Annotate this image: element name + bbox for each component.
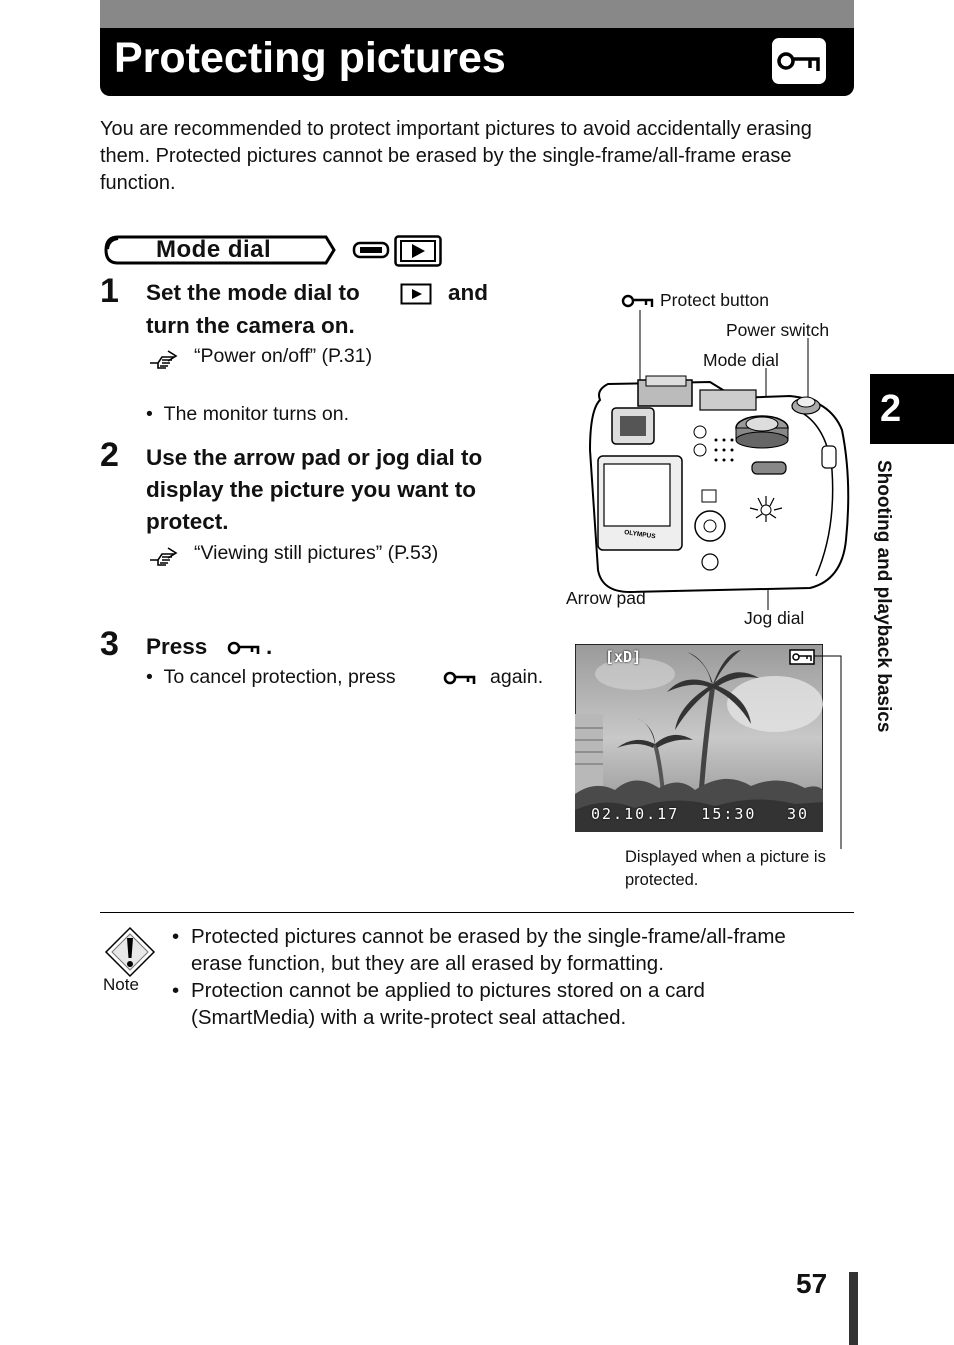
title-banner-body xyxy=(100,28,854,96)
note-bullet-1-line2: erase function, but they are all erased by formatting. xyxy=(191,952,664,975)
key-icon xyxy=(226,638,262,663)
note-bullet-2-line2: (SmartMedia) with a write-protect seal attached. xyxy=(191,1006,627,1029)
note-label: Note xyxy=(103,975,139,994)
chapter-number: 2 xyxy=(880,388,902,430)
step-1-text-line2: turn the camera on. xyxy=(146,313,355,338)
frame-number: 30 xyxy=(787,805,810,823)
page-title: Protecting pictures xyxy=(114,34,506,82)
step-3-bullet: • To cancel protection, press xyxy=(146,666,396,688)
step-3-bullet-again: again. xyxy=(490,666,544,688)
callout-mode-dial: Mode dial xyxy=(703,350,779,370)
step-2-text-line1: Use the arrow pad or jog dial to xyxy=(146,445,483,470)
monitor-caption-line2: protected. xyxy=(625,871,699,889)
step-3-number: 3 xyxy=(100,625,119,663)
card-indicator: [xD] xyxy=(605,648,642,666)
note-bullet-1: • xyxy=(172,925,180,948)
intro-paragraph: You are recommended to protect important pictures to avoid accidentally erasing them. Protected pictures cannot be erased by the single-frame/all-frame erase function. xyxy=(100,118,812,194)
divider xyxy=(100,912,854,913)
step-3-bullet-text: To cancel protection, press xyxy=(163,666,396,688)
page-number: 57 xyxy=(796,1268,828,1299)
chapter-label xyxy=(872,460,894,820)
step-1-text-and: and xyxy=(448,280,489,305)
callout-protect-button: Protect button xyxy=(660,290,769,310)
mode-dial-tag xyxy=(104,235,336,265)
playback-icon xyxy=(394,235,442,272)
step-1-number: 1 xyxy=(100,272,119,310)
step-1-reference: “Power on/off” (P.31) xyxy=(194,345,373,367)
step-1-text-line1: Set the mode dial to xyxy=(146,280,360,305)
callout-jog-dial: Jog dial xyxy=(744,608,805,628)
step-2-reference: “Viewing still pictures” (P.53) xyxy=(194,542,439,564)
chapter-tab xyxy=(870,374,954,444)
step-2-number: 2 xyxy=(100,436,119,474)
playback-icon xyxy=(400,283,432,310)
datetime-display: 02.10.17 15:30 xyxy=(591,805,757,823)
camera-brand: OLYMPUS xyxy=(623,529,656,541)
step-1-bullet-text: The monitor turns on. xyxy=(163,403,350,425)
note-bullet-2-line1: Protection cannot be applied to pictures stored on a card xyxy=(191,979,705,1002)
title-banner-top xyxy=(100,0,854,28)
chapter-label-text: Shooting and playback basics xyxy=(873,460,894,733)
key-icon xyxy=(772,38,826,84)
note-bullet-1-line1: Protected pictures cannot be erased by the single-frame/all-frame xyxy=(191,925,786,948)
note-bullet-2: • xyxy=(172,979,180,1002)
step-1-bullet: • The monitor turns on. xyxy=(146,403,350,425)
reference-hand-icon xyxy=(148,544,180,573)
key-icon xyxy=(442,668,478,693)
step-2-text-line2: display the picture you want to xyxy=(146,477,477,502)
step-3-period: . xyxy=(266,634,273,659)
callout-power-switch: Power switch xyxy=(726,320,830,340)
title-banner xyxy=(100,0,854,96)
page-edge-bar xyxy=(849,1272,858,1345)
protect-callout-line xyxy=(814,655,844,849)
monitor-icon xyxy=(352,238,390,267)
key-icon xyxy=(620,292,656,315)
reference-hand-icon xyxy=(148,347,180,376)
callout-arrow-pad: Arrow pad xyxy=(566,588,646,608)
monitor-preview xyxy=(575,644,823,832)
mode-dial-label: Mode dial xyxy=(156,236,272,263)
step-3-text: Press xyxy=(146,634,208,659)
monitor-caption-line1: Displayed when a picture is xyxy=(625,848,826,866)
step-2-text-line3: protect. xyxy=(146,509,229,534)
